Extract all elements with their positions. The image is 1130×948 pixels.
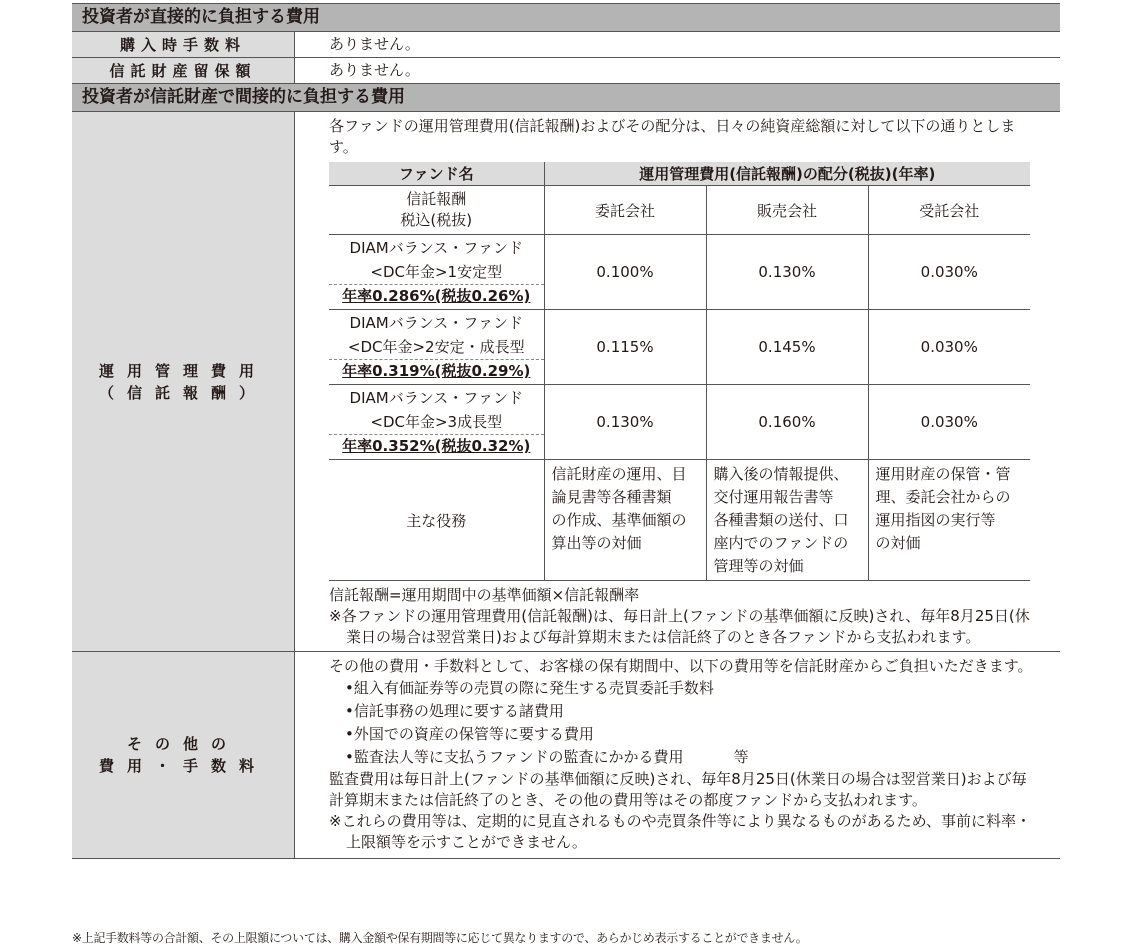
fund-name-line1: DIAMバランス・ファンド [349, 239, 523, 257]
distributor-share: 0.160% [706, 385, 868, 460]
list-item-last [329, 746, 1034, 769]
fund-cell [329, 310, 544, 385]
trustee-share: 0.030% [868, 310, 1030, 385]
other-costs-label-line1: その他の [126, 735, 239, 753]
role-line: の作成、基準価額の [551, 511, 687, 529]
role-trustee [868, 460, 1030, 581]
other-costs-content [295, 652, 1060, 858]
role-line: 座内でのファンドの [713, 534, 849, 552]
role-line: 各種書類の送付、口 [713, 511, 849, 529]
trustor-share: 0.100% [544, 235, 706, 310]
management-fee-row [72, 112, 1060, 652]
management-fee-label-line2: （信託報酬） [98, 383, 267, 402]
section-header-direct-costs: 投資者が直接的に負担する費用 [72, 4, 1060, 32]
fee-allocation-table [329, 162, 1030, 581]
retention-value: ありません。 [329, 61, 420, 79]
other-costs-note: ※これらの費用等は、定期的に見直されるものや売買条件等により異なるものがあるため、事前に料率・上限額等を示すことができません。 [329, 812, 1031, 851]
other-costs-label-line2: 費用・手数料 [98, 757, 267, 775]
role-line: 運用指図の実行等 [875, 511, 996, 529]
fee-formula: 信託報酬=運用期間中の基準価額×信託報酬率 [329, 586, 640, 604]
list-item: •外国での資産の保管等に要する費用 [345, 725, 594, 743]
management-intro: 各ファンドの運用管理費用(信託報酬)およびその配分は、日々の純資産総額に対して以下の通りとします。 [329, 117, 1016, 156]
role-trustor [544, 460, 706, 581]
other-costs-label [72, 652, 295, 858]
fund-name-line2: <DC年金>2安定・成長型 [347, 338, 525, 356]
management-fee-label-line1: 運用管理費用 [98, 361, 267, 380]
section-header-indirect-costs: 投資者が信託財産で間接的に負担する費用 [72, 84, 1060, 112]
other-costs-row [72, 652, 1060, 858]
management-fee-content [295, 112, 1060, 651]
audit-fee-text: 監査費用は毎日計上(ファンドの基準価額に反映)され、毎年8月25日(休業日の場合は翌営業日)および毎計算期末または信託終了のとき、その他の費用等はその都度ファンドから支払われます。 [329, 770, 1027, 809]
trustor-share: 0.115% [544, 310, 706, 385]
table-row [329, 310, 1030, 385]
fund-fee-rate: 年率0.352%(税抜0.32%) [342, 437, 531, 455]
fund-cell [329, 385, 544, 460]
list-item: •信託事務の処理に要する諸費用 [345, 702, 564, 720]
list-item-text: •監査法人等に支払うファンドの監査にかかる費用 [345, 748, 684, 766]
subheader-fee-line1: 信託報酬 [406, 190, 467, 208]
fund-cell [329, 235, 544, 310]
role-line: 理、委託会社からの [875, 488, 1011, 506]
fund-name [329, 311, 544, 360]
role-line: 算出等の対価 [551, 534, 642, 552]
fee-document [72, 3, 1060, 859]
retention-label: 信託財産留保額 [72, 58, 295, 83]
role-distributor [706, 460, 868, 581]
fund-fee-rate: 年率0.319%(税抜0.29%) [342, 362, 531, 380]
fund-name-line1: DIAMバランス・ファンド [349, 389, 523, 407]
purchase-fee-row [72, 32, 1060, 58]
role-line: 交付運用報告書等 [713, 488, 834, 506]
distributor-share: 0.130% [706, 235, 868, 310]
fund-name-line2: <DC年金>3成長型 [370, 413, 503, 431]
subheader-distributor: 販売会社 [706, 186, 868, 235]
column-header-fund: ファンド名 [329, 162, 544, 186]
retention-row [72, 58, 1060, 84]
subheader-trustor: 委託会社 [544, 186, 706, 235]
trustee-share: 0.030% [868, 385, 1030, 460]
subheader-fee [329, 186, 544, 235]
subheader-fee-line2: 税込(税抜) [400, 211, 473, 229]
role-line: 管理等の対価 [713, 557, 804, 575]
table-header-row [329, 162, 1030, 186]
fund-name-line1: DIAMバランス・ファンド [349, 314, 523, 332]
subheader-trustee: 受託会社 [868, 186, 1030, 235]
fund-fee-rate: 年率0.286%(税抜0.26%) [342, 287, 531, 305]
list-item-suffix: 等 [733, 748, 749, 766]
management-note: ※各ファンドの運用管理費用(信託報酬)は、毎日計上(ファンドの基準価額に反映)され、毎年8月25日(休業日の場合は翌営業日)および毎計算期末または信託終了のとき各ファンドから支払われます。 [329, 607, 1030, 646]
list-item: •組入有価証券等の売買の際に発生する売買委託手数料 [345, 679, 714, 697]
role-line: の対価 [875, 534, 921, 552]
purchase-fee-value: ありません。 [329, 35, 420, 53]
table-row [329, 235, 1030, 310]
role-line: 信託財産の運用、目 [551, 465, 687, 483]
column-header-allocation: 運用管理費用(信託報酬)の配分(税抜)(年率) [544, 162, 1030, 186]
table-row [329, 385, 1030, 460]
role-line: 運用財産の保管・管 [875, 465, 1011, 483]
table-subheader-row [329, 186, 1030, 235]
management-fee-label [72, 112, 295, 651]
fund-name [329, 236, 544, 285]
roles-label: 主な役務 [329, 460, 544, 581]
purchase-fee-label: 購入時手数料 [72, 32, 295, 57]
distributor-share: 0.145% [706, 310, 868, 385]
fund-name-line2: <DC年金>1安定型 [370, 263, 503, 281]
role-line: 購入後の情報提供、 [713, 465, 849, 483]
trustor-share: 0.130% [544, 385, 706, 460]
role-line: 論見書等各種書類 [551, 488, 672, 506]
fund-name [329, 386, 544, 435]
roles-row [329, 460, 1030, 581]
footnote: ※上記手数料等の合計額、その上限額については、購入金額や保有期間等に応じて異なりますので、あらかじめ表示することができません。 [72, 931, 808, 945]
trustee-share: 0.030% [868, 235, 1030, 310]
other-costs-intro: その他の費用・手数料として、お客様の保有期間中、以下の費用等を信託財産からご負担いただきます。 [329, 657, 1033, 675]
